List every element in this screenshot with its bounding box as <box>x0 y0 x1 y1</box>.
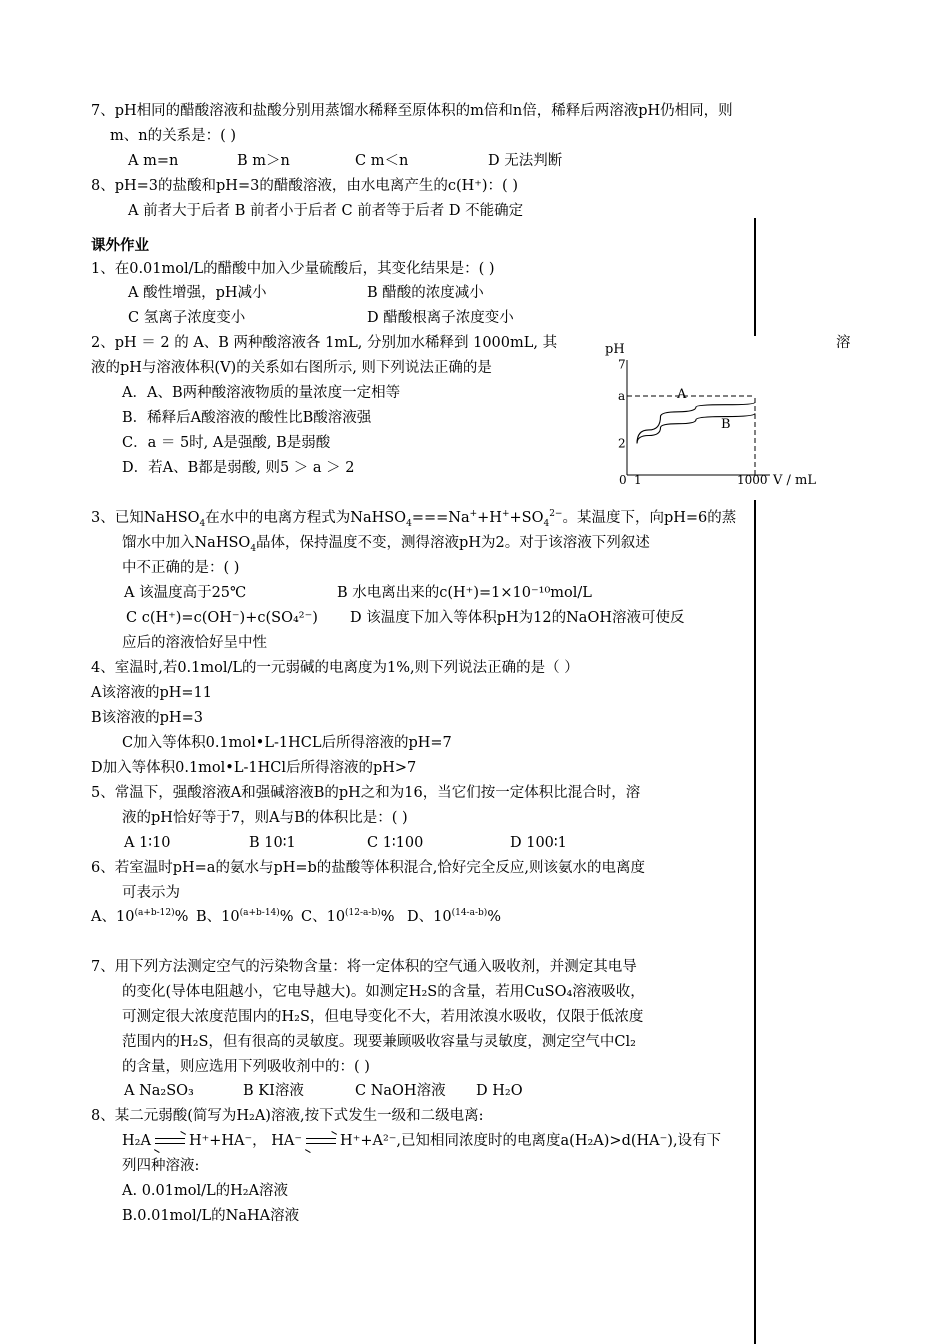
margin-rule-top <box>754 218 756 336</box>
chart-x-tick-1000: 1000 <box>737 473 768 487</box>
chart-x-tick-1: 1 <box>634 473 642 487</box>
section-title: 课外作业 <box>91 238 149 254</box>
hw-q2-line2: 液的pH与溶液体积(V)的关系如右图所示, 则下列说法正确的是 <box>91 360 492 376</box>
chart-y-tick-2: 2 <box>618 436 626 451</box>
hw-q8-line1: 8、某二元弱酸(简写为H₂A)溶液,按下式发生一级和二级电离: <box>91 1108 484 1124</box>
q7-line2: m、n的关系是：( ) <box>110 128 237 144</box>
equilibrium-arrow-icon <box>155 1135 185 1147</box>
chart-y-tick-a: a <box>618 389 626 403</box>
q8-options: A 前者大于后者 B 前者小于后者 C 前者等于后者 D 不能确定 <box>128 203 524 219</box>
hw-q1-a: A 酸性增强，pH减小 <box>128 285 267 301</box>
hw-q3-line1: 3、已知NaHSO$_4$在水中的电离方程式为$NaHSO_4===Na^++H^++SO_4^{2-}$。某温度下，向pH=6的蒸 <box>91 509 737 529</box>
equilibrium-arrow-icon <box>306 1135 336 1147</box>
hw-q3-d: D 该温度下加入等体积pH为12的NaOH溶液可使反 <box>350 610 685 626</box>
hw-q6-b: B、$10^{(a+b-14)}\%$ <box>196 908 294 925</box>
hw-q2-d: D．若A、B都是弱酸, 则5 ＞ a ＞ 2 <box>122 460 355 476</box>
hw-q2-c: C．a ＝ 5时, A是强酸, B是弱酸 <box>122 435 331 451</box>
hw-q7-line5: 的含量，则应选用下列吸收剂中的：( ) <box>122 1059 370 1075</box>
hw-q7-line2: 的变化(导体电阻越小，它电导越大)。如测定H₂S的含量，若用CuSO₄溶液吸收， <box>122 984 645 1000</box>
hw-q5-a: A 1∶10 <box>124 835 171 851</box>
hw-q7-line1: 7、用下列方法测定空气的污染物含量：将一定体积的空气通入吸收剂，并测定其电导 <box>91 959 637 975</box>
chart-xlabel: V / mL <box>773 473 816 488</box>
hw-q8-equation: H₂A H⁺+HA⁻， HA⁻ H⁺+A²⁻,已知相同浓度时的电离度a(H₂A)>d(HA⁻),设有下 <box>122 1131 721 1151</box>
hw-q1: 1、在0.01mol/L的醋酸中加入少量硫酸后，其变化结果是：( ) <box>91 261 495 277</box>
hw-q6-c: C、10$^{(12-a-b)}$% <box>301 908 395 925</box>
hw-q7-c: C NaOH溶液 <box>355 1083 446 1099</box>
hw-q7-line4: 范围内的H₂S，但有很高的灵敏度。现要兼顾吸收容量与灵敏度，测定空气中Cl₂ <box>122 1034 636 1050</box>
hw-q6-d: D、10$^{(14-a-b)}$% <box>407 908 502 925</box>
chart-series-a <box>637 402 755 443</box>
hw-q3-b: B 水电离出来的c(H⁺)=1×10⁻¹⁰mol/L <box>337 585 592 601</box>
chart-series-label-b: B <box>721 417 731 432</box>
hw-q6-line1: 6、若室温时pH=a的氨水与pH=b的盐酸等体积混合,恰好完全反应,则该氨水的电离度 <box>91 860 646 876</box>
hw-q5-line2: 液的pH恰好等于7，则A与B的体积比是：( ) <box>122 810 408 826</box>
hw-q4-c: C加入等体积0.1mol•L-1HCL后所得溶液的pH=7 <box>122 735 452 751</box>
hw-q2-b: B．稀释后A酸溶液的酸性比B酸溶液强 <box>122 410 372 426</box>
q8-line1: 8、pH=3的盐酸和pH=3的醋酸溶液，由水电离产生的c(H⁺)：( ) <box>91 178 518 194</box>
chart-ylabel: pH <box>605 342 625 357</box>
chart-series-label-a: A <box>677 387 687 402</box>
q7-option-d: D 无法判断 <box>488 153 563 169</box>
hw-q2-line1: 2、pH ＝ 2 的 A、B 两种酸溶液各 1mL, 分别加水稀释到 1000mL, 其 <box>91 335 558 351</box>
hw-q3-c: C c(H⁺)=c(OH⁻)+c(SO₄²⁻) <box>126 610 318 626</box>
hw-q7-b: B KI溶液 <box>243 1083 304 1099</box>
hw-q5-b: B 10∶1 <box>249 835 296 851</box>
hw-q8-a: A. 0.01mol/L的H₂A溶液 <box>122 1183 289 1199</box>
q7-option-a: A m=n <box>128 153 179 169</box>
hw-q5-line1: 5、常温下，强酸溶液A和强碱溶液B的pH之和为16，当它们按一定体积比混合时，溶 <box>91 785 641 801</box>
hw-q8-line3: 列四种溶液: <box>122 1158 200 1174</box>
q7-option-b: B m＞n <box>237 153 290 169</box>
chart-y-tick-7: 7 <box>618 357 626 372</box>
hw-q6-line2: 可表示为 <box>122 885 180 901</box>
hw-q2-a: A．A、B两种酸溶液物质的量浓度一定相等 <box>122 385 401 401</box>
hw-q7-a: A Na₂SO₃ <box>124 1083 194 1099</box>
hw-q3-d-cont: 应后的溶液恰好呈中性 <box>122 635 267 651</box>
hw-q7-d: D H₂O <box>476 1083 523 1099</box>
hw-q8-b: B.0.01mol/L的NaHA溶液 <box>122 1208 300 1224</box>
hw-q5-c: C 1∶100 <box>367 835 424 851</box>
hw-q3-line2: 馏水中加入NaHSO$_4$晶体，保持温度不变，测得溶液pH为2。对于该溶液下列叙述 <box>122 535 650 554</box>
hw-q4-b: B该溶液的pH=3 <box>91 710 203 726</box>
margin-rule-bottom <box>754 500 756 1344</box>
hw-q7-line3: 可测定很大浓度范围内的H₂S，但电导变化不大，若用浓溴水吸收，仅限于低浓度 <box>122 1009 644 1025</box>
q7-option-c: C m＜n <box>355 153 409 169</box>
hw-q2-line1-end: 溶 <box>836 335 851 351</box>
hw-q1-d: D 醋酸根离子浓度变小 <box>367 310 514 326</box>
chart-x-tick-0: 0 <box>619 473 627 487</box>
hw-q4-d: D加入等体积0.1mol•L-1HCl后所得溶液的pH>7 <box>91 760 417 776</box>
hw-q3-line3: 中不正确的是：( ) <box>122 560 240 576</box>
hw-q3-a: A 该温度高于25℃ <box>124 585 247 601</box>
hw-q1-b: B 醋酸的浓度减小 <box>367 285 484 301</box>
hw-q4: 4、室温时,若0.1mol/L的一元弱碱的电离度为1%,则下列说法正确的是（ ） <box>91 660 579 676</box>
hw-q5-d: D 100∶1 <box>510 835 567 851</box>
hw-q4-a: A该溶液的pH=11 <box>91 685 212 701</box>
ph-volume-chart <box>605 330 825 490</box>
hw-q6-a: A、$10^{(a+b-12)}\%$ <box>91 908 189 925</box>
hw-q1-c: C 氢离子浓度变小 <box>128 310 246 326</box>
q7-line1: 7、pH相同的醋酸溶液和盐酸分别用蒸馏水稀释至原体积的m倍和n倍，稀释后两溶液pH仍相同，则 <box>91 103 733 119</box>
